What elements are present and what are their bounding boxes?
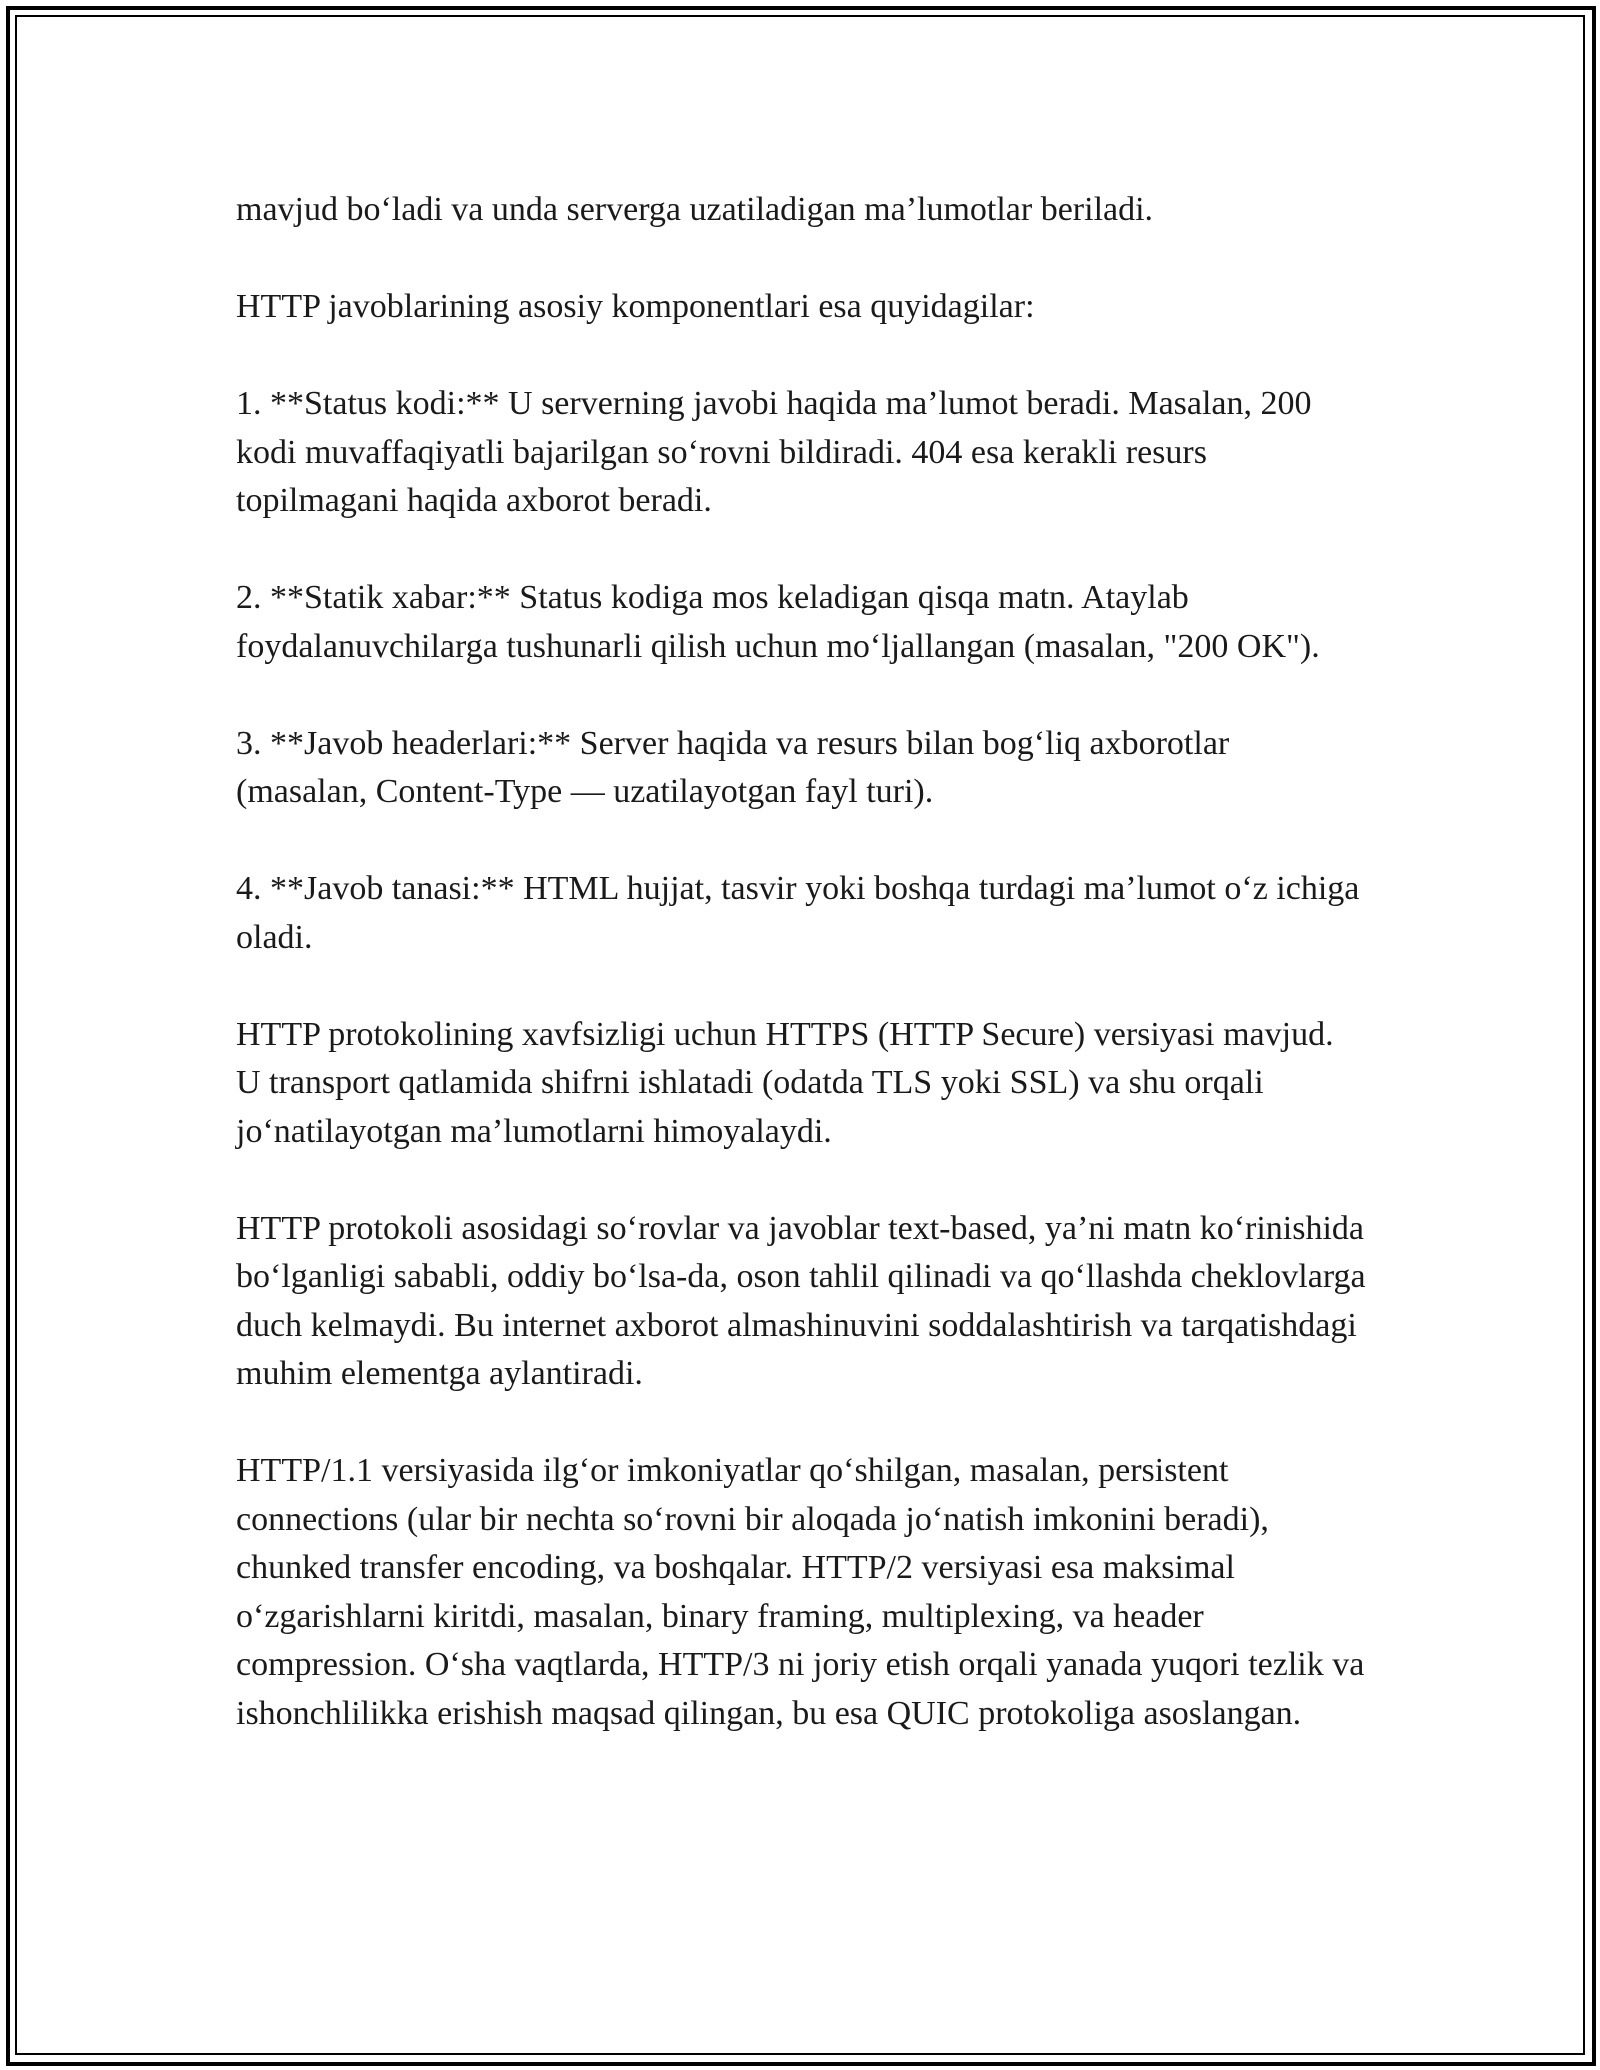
list-item-response-body: 4. **Javob tanasi:** HTML hujjat, tasvir yoki boshqa turdagi ma’lumot o‘z ichiga oladi.: [236, 870, 1360, 956]
paragraph-request-body-continuation: mavjud bo‘ladi va unda serverga uzatiladigan ma’lumotlar beriladi.: [236, 191, 1154, 228]
paragraph-http-versions: HTTP/1.1 versiyasida ilg‘or imkoniyatlar qo‘shilgan, masalan, persistent connections (ular bir nechta so‘rovni bir aloqada jo‘natish imkonini beradi), chunked transfer encoding, va boshqalar. HTTP/2 versiyasi esa maksimal o‘zgarishlarni kiritdi, masalan, binary framing, multiplexing, va header compression. O‘sha vaqtlarda, HTTP/3 ni joriy etish orqali yanada yuqori tezlik va ishonchlilikka erishish maqsad qilingan, bu esa QUIC protokoliga asoslangan.: [236, 1452, 1365, 1732]
paragraph-response-components-intro: HTTP javoblarining asosiy komponentlari esa quyidagilar:: [236, 288, 1035, 325]
paragraph-text-based: HTTP protokoli asosidagi so‘rovlar va javoblar text-based, ya’ni matn ko‘rinishida bo‘lganligi sababli, oddiy bo‘lsa-da, oson tahlil qilinadi va qo‘llashda cheklovlarga duch kelmaydi. Bu internet axborot almashinuvini soddalashtirish va tarqatishdagi muhim elementga aylantiradi.: [236, 1209, 1366, 1392]
list-item-status-code: 1. **Status kodi:** U serverning javobi haqida ma’lumot beradi. Masalan, 200 kodi muvaffaqiyatli bajarilgan so‘rovni bildiradi. 404 esa kerakli resurs topilmagani haqida axborot beradi.: [236, 385, 1312, 519]
list-item-status-message: 2. **Statik xabar:** Status kodiga mos keladigan qisqa matn. Ataylab foydalanuvchilarga tushunarli qilish uchun mo‘ljallangan (masalan, "200 OK").: [236, 579, 1320, 665]
document-body: [236, 186, 1366, 1738]
list-item-response-headers: 3. **Javob headerlari:** Server haqida va resurs bilan bog‘liq axborotlar (masalan, Content-Type — uzatilayotgan fayl turi).: [236, 724, 1230, 810]
paragraph-https: HTTP protokolining xavfsizligi uchun HTTPS (HTTP Secure) versiyasi mavjud. U transport qatlamida shifrni ishlatadi (odatda TLS yoki SSL) va shu orqali jo‘natilayotgan ma’lumotlarni himoyalaydi.: [236, 1015, 1334, 1150]
